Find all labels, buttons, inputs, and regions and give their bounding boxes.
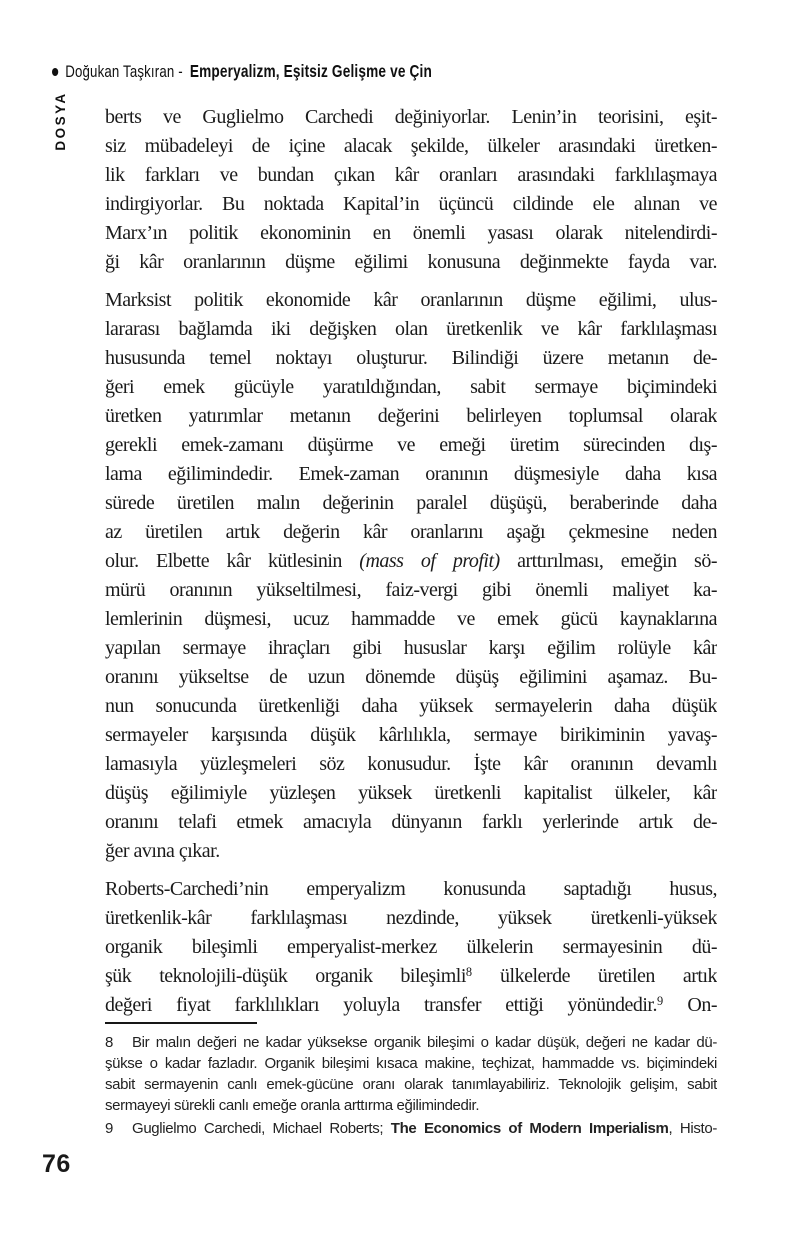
text-line xyxy=(105,1095,717,1116)
text-line xyxy=(105,962,717,991)
text-segment: oranını telafi etmek amacıyla dünyanın farklı yerlerinde artık de- xyxy=(105,811,717,833)
text-segment: şükse o kadar fazladır. Organik bileşimi kısaca makine, teçhizat, hammadde vs. biçimindeki xyxy=(105,1055,717,1072)
text-line xyxy=(105,779,717,808)
text-line xyxy=(105,875,717,904)
text-line xyxy=(105,248,717,277)
text-segment: On- xyxy=(663,994,717,1016)
footnote-ref: 9 xyxy=(657,994,664,1009)
text-segment: Bir malın değeri ne kadar yüksekse organik bileşimi o kadar düşük, değeri ne kadar dü- xyxy=(132,1034,717,1051)
text-segment: yapılan sermaye ihraçları gibi hususlar karşı eğilim rolüyle kâr xyxy=(105,637,717,659)
text-line xyxy=(105,605,717,634)
section-label-vertical: DOSYA xyxy=(53,91,68,151)
text-segment: oranını yükseltse de uzun dönemde düşüş eğilimini aşamaz. Bu- xyxy=(105,666,717,688)
text-segment: , Histo- xyxy=(668,1120,717,1137)
text-segment: berts ve Guglielmo Carchedi değiniyorlar. Lenin’in teorisini, eşit- xyxy=(105,106,717,128)
footnote xyxy=(105,1032,717,1116)
text-segment: ğeri emek gücüyle yaratıldığından, sabit sermaye biçimindeki xyxy=(105,376,717,398)
text-line xyxy=(105,161,717,190)
paragraph xyxy=(105,103,717,277)
text-segment: düşüş eğilimiyle yüzleşen yüksek üretkenli kapitalist ülkeler, kâr xyxy=(105,782,717,804)
running-header xyxy=(52,61,432,82)
footnote-rule xyxy=(105,1022,257,1024)
header-author: Doğukan Taşkıran - xyxy=(65,61,183,81)
text-line xyxy=(105,547,717,576)
text-segment: arttırılması, emeğin sö- xyxy=(499,550,717,572)
text-line xyxy=(105,518,717,547)
text-segment: (mass of profit) xyxy=(359,550,500,572)
text-line xyxy=(105,489,717,518)
text-segment: ği kâr oranlarının düşme eğilimi konusuna değinmekte fayda var. xyxy=(105,251,717,273)
text-line xyxy=(105,750,717,779)
text-segment: organik bileşimli emperyalist-merkez ülkelerin sermayesinin dü- xyxy=(105,936,717,958)
text-segment: sermayeyi sürekli canlı emeğe oranla arttırma eğilimindedir. xyxy=(105,1097,480,1114)
text-segment: üretken yatırımlar metanın değerini belirleyen toplumsal olarak xyxy=(105,405,717,427)
text-segment: sabit sermayenin canlı emek-gücüne oranı olarak tanımlayabiliriz. Teknolojik gelişim, sabit xyxy=(105,1076,717,1093)
text-line xyxy=(105,634,717,663)
footnotes xyxy=(105,1022,717,1141)
text-line xyxy=(105,315,717,344)
text-segment: Marksist politik ekonomide kâr oranlarının düşme eğilimi, ulus- xyxy=(105,289,717,311)
text-line xyxy=(105,808,717,837)
text-line xyxy=(105,904,717,933)
text-line xyxy=(105,1118,717,1139)
text-line xyxy=(105,103,717,132)
text-segment: gerekli emek-zamanı düşürme ve emeği üretim sürecinden dış- xyxy=(105,434,717,456)
text-segment: sürede üretilen malın değerinin paralel düşüşü, beraberinde daha xyxy=(105,492,717,514)
paragraph xyxy=(105,286,717,866)
text-segment: Guglielmo Carchedi, Michael Roberts; xyxy=(132,1120,391,1137)
footnote-list xyxy=(105,1032,717,1139)
text-line xyxy=(105,286,717,315)
paragraph xyxy=(105,875,717,1020)
text-line xyxy=(105,373,717,402)
text-line xyxy=(105,576,717,605)
text-line xyxy=(105,692,717,721)
text-line xyxy=(105,721,717,750)
text-segment: az üretilen artık değerin kâr oranlarını aşağı çekmesine neden xyxy=(105,521,717,543)
text-segment: hususunda temel noktayı oluşturur. Bilindiği üzere metanın de- xyxy=(105,347,717,369)
text-line xyxy=(105,219,717,248)
text-segment: olur. Elbette kâr kütlesinin xyxy=(105,550,360,572)
text-segment: üretkenlik-kâr farklılaşması nezdinde, yüksek üretkenli-yüksek xyxy=(105,907,717,929)
text-segment: The Economics of Modern Imperialism xyxy=(390,1120,669,1137)
text-line xyxy=(105,837,717,866)
bullet-icon xyxy=(52,68,58,76)
text-line xyxy=(105,190,717,219)
footnote-number: 8 xyxy=(105,1034,113,1051)
text-line xyxy=(105,460,717,489)
text-segment: lama eğilimindedir. Emek-zaman oranının düşmesiyle daha kısa xyxy=(105,463,717,485)
text-segment: Marx’ın politik ekonominin en önemli yasası olarak nitelendirdi- xyxy=(105,222,717,244)
text-segment: lararası bağlamda iki değişken olan üretkenlik ve kâr farklılaşması xyxy=(105,318,717,340)
text-segment: mürü oranının yükseltilmesi, faiz-vergi gibi önemli maliyet ka- xyxy=(105,579,717,601)
footnote-number: 9 xyxy=(105,1120,113,1137)
text-line xyxy=(105,1074,717,1095)
text-segment: indirgiyorlar. Bu noktada Kapital’in üçüncü cildinde ele alınan ve xyxy=(105,193,717,215)
text-segment: ülkelerde üretilen artık xyxy=(472,965,717,987)
text-line xyxy=(105,991,717,1020)
text-segment: nun sonucunda üretkenliği daha yüksek sermayelerin daha düşük xyxy=(105,695,717,717)
text-segment: siz mübadeleyi de içine alacak şekilde, ülkeler arasındaki üretken- xyxy=(105,135,717,157)
text-line xyxy=(105,402,717,431)
text-segment: lamasıyla yüzleşmeleri söz konusudur. İşte kâr oranının devamlı xyxy=(105,753,717,775)
text-line xyxy=(105,132,717,161)
text-line xyxy=(105,431,717,460)
footnote xyxy=(105,1118,717,1139)
footnote-ref: 8 xyxy=(465,965,473,980)
page-number: 76 xyxy=(42,1150,71,1178)
text-line xyxy=(105,663,717,692)
body-text xyxy=(105,103,717,1020)
text-line xyxy=(105,1053,717,1074)
text-line xyxy=(105,1032,717,1053)
text-segment: lik farkları ve bundan çıkan kâr oranları arasındaki farklılaşmaya xyxy=(105,164,717,186)
header-title: Emperyalizm, Eşitsiz Gelişme ve Çin xyxy=(189,61,432,81)
text-segment: sermayeler karşısında düşük kârlılıkla, sermaye birikiminin yavaş- xyxy=(105,724,717,746)
text-segment: ğer avına çıkar. xyxy=(105,840,220,862)
text-segment: şük teknolojili-düşük organik bileşimli xyxy=(105,965,466,987)
text-segment: değeri fiyat farklılıkları yoluyla transfer ettiği yönündedir. xyxy=(105,994,657,1016)
text-line xyxy=(105,933,717,962)
text-segment: lemlerinin düşmesi, ucuz hammadde ve emek gücü kaynaklarına xyxy=(105,608,717,630)
text-line xyxy=(105,344,717,373)
text-segment: Roberts-Carchedi’nin emperyalizm konusunda saptadığı husus, xyxy=(105,878,717,900)
